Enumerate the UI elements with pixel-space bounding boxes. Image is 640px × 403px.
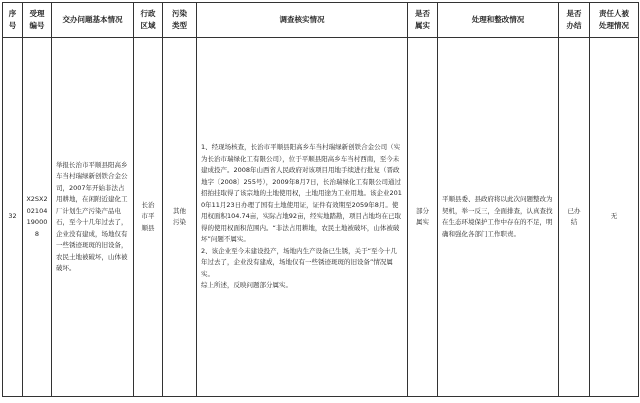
- header-issue: 交办问题基本情况: [52, 3, 134, 38]
- cell-region: 长治 市平 顺县: [134, 38, 163, 397]
- header-region: 行政 区域: [134, 3, 163, 38]
- header-seq: 序 号: [3, 3, 23, 38]
- header-closed: 是否 办结: [559, 3, 590, 38]
- header-responsible: 责任人被 处理情况: [590, 3, 639, 38]
- complaint-table: [2, 2, 639, 397]
- cell-investigation: 1、经现场核查，长治市平顺县阳高乡车当村瑞绿新创铁合金公司（实为长治市瑞绿化工有限公司），位于平顺县阳高乡车当村西南，至今未建成投产。2008年山西省人民政府对该项目用地手续进行批复（晋政地字〔2008〕255号），2009年8月7日，长治瑞绿化工有限公司通过招拍挂取得了该宗地的土地使用权，土地用途为工业用地。该企业2010年11月23日办理了国有土地使用证，证件有效期至2059年8月。使用权面积104.74亩，实际占地92亩，经实地踏勘，项目占地均在已取得的使用权面积范围内。“非法占用耕地，农民土地被破坏，山体被破坏”问题不属实。 2、该企业至今未建设投产，场地内生产设备已生锈，关于“至今十几年过去了，企业没有建成，场地仅有一些锈迹斑斑的旧设备”情况属实。 综上所述，反映问题部分属实。: [197, 38, 408, 397]
- table-row: [3, 38, 639, 397]
- header-code: 受理 编号: [23, 3, 52, 38]
- cell-type: 其他 污染: [163, 38, 197, 397]
- cell-issue: 举报长治市平顺县阳高乡车当村瑞绿新创铁合金公司，2007年开始非法占用耕地，在闲附近建化工厂计划生产污染产品电石，至今十几年过去了，企业没有建成，场地仅有一些锈迹斑斑的旧设备，农民土地被破坏，山体被破坏。: [52, 38, 134, 397]
- header-investigation: 调查核实情况: [197, 3, 408, 38]
- cell-code: X2SX2 02104 19000 8: [23, 38, 52, 397]
- header-handling: 处理和整改情况: [438, 3, 559, 38]
- cell-responsible: 无: [590, 38, 639, 397]
- cell-verified: 部分 属实: [408, 38, 438, 397]
- header-row: [3, 3, 639, 38]
- cell-closed: 已办 结: [559, 38, 590, 397]
- header-type: 污染 类型: [163, 3, 197, 38]
- header-verified: 是否 属实: [408, 3, 438, 38]
- cell-handling: 平顺县委、县政府将以此次问题整改为契机，举一反三，全面排查，认真查找在生态环境保护工作中存在的不足，明确和强化各部门工作职责。: [438, 38, 559, 397]
- cell-seq: 32: [3, 38, 23, 397]
